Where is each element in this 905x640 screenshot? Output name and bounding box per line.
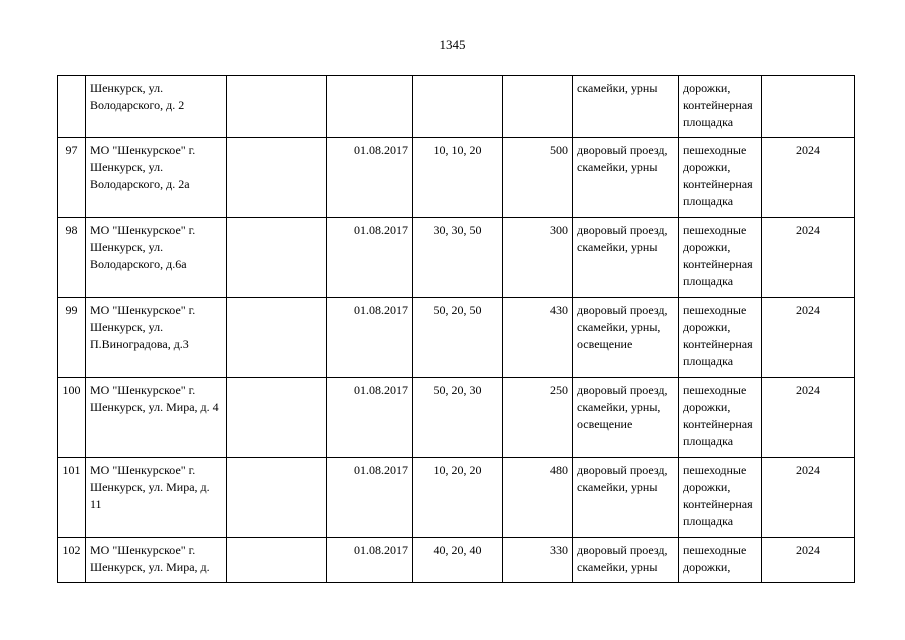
blank-cell: [227, 76, 327, 138]
blank-cell: [227, 218, 327, 298]
dimensions-cell: 10, 20, 20: [413, 458, 503, 538]
registry-table: [57, 75, 855, 583]
year-cell: 2024: [762, 138, 855, 218]
additional-works-cell: пешеходные дорожки, контейнерная площадка: [679, 298, 762, 378]
row-number-cell: 97: [58, 138, 86, 218]
dimensions-cell: 50, 20, 50: [413, 298, 503, 378]
minimal-works-cell: дворовый проезд, скамейки, урны: [573, 218, 679, 298]
table-row: [58, 218, 855, 298]
row-number-cell: 100: [58, 378, 86, 458]
date-cell: [327, 76, 413, 138]
area-cell: 480: [503, 458, 573, 538]
row-number-cell: [58, 76, 86, 138]
year-cell: 2024: [762, 218, 855, 298]
blank-cell: [227, 458, 327, 538]
dimensions-cell: [413, 76, 503, 138]
additional-works-cell: пешеходные дорожки, контейнерная площадка: [679, 458, 762, 538]
dimensions-cell: 40, 20, 40: [413, 538, 503, 583]
additional-works-cell: пешеходные дорожки, контейнерная площадка: [679, 218, 762, 298]
date-cell: 01.08.2017: [327, 218, 413, 298]
additional-works-cell: пешеходные дорожки,: [679, 538, 762, 583]
table-row: [58, 378, 855, 458]
area-cell: 500: [503, 138, 573, 218]
area-cell: 250: [503, 378, 573, 458]
minimal-works-cell: дворовый проезд, скамейки, урны: [573, 458, 679, 538]
area-cell: 330: [503, 538, 573, 583]
date-cell: 01.08.2017: [327, 298, 413, 378]
minimal-works-cell: дворовый проезд, скамейки, урны: [573, 138, 679, 218]
additional-works-cell: пешеходные дорожки, контейнерная площадка: [679, 378, 762, 458]
additional-works-cell: дорожки, контейнерная площадка: [679, 76, 762, 138]
page-number: 1345: [439, 37, 466, 52]
address-cell: МО "Шенкурское" г. Шенкурск, ул. Мира, д. 11: [86, 458, 227, 538]
area-cell: 430: [503, 298, 573, 378]
year-cell: 2024: [762, 298, 855, 378]
blank-cell: [227, 538, 327, 583]
date-cell: 01.08.2017: [327, 538, 413, 583]
row-number-cell: 98: [58, 218, 86, 298]
minimal-works-cell: дворовый проезд, скамейки, урны, освещение: [573, 378, 679, 458]
blank-cell: [227, 298, 327, 378]
minimal-works-cell: дворовый проезд, скамейки, урны: [573, 538, 679, 583]
table-row: [58, 298, 855, 378]
date-cell: 01.08.2017: [327, 138, 413, 218]
minimal-works-cell: дворовый проезд, скамейки, урны, освещение: [573, 298, 679, 378]
additional-works-cell: пешеходные дорожки, контейнерная площадка: [679, 138, 762, 218]
address-cell: Шенкурск, ул. Володарского, д. 2: [86, 76, 227, 138]
table-row: [58, 538, 855, 583]
area-cell: 300: [503, 218, 573, 298]
address-cell: МО "Шенкурское" г. Шенкурск, ул. Володарского, д.6а: [86, 218, 227, 298]
blank-cell: [227, 378, 327, 458]
year-cell: [762, 76, 855, 138]
dimensions-cell: 50, 20, 30: [413, 378, 503, 458]
year-cell: 2024: [762, 538, 855, 583]
table-row: [58, 76, 855, 138]
address-cell: МО "Шенкурское" г. Шенкурск, ул. Мира, д. 4: [86, 378, 227, 458]
row-number-cell: 101: [58, 458, 86, 538]
address-cell: МО "Шенкурское" г. Шенкурск, ул. Мира, д.: [86, 538, 227, 583]
table-row: [58, 458, 855, 538]
minimal-works-cell: скамейки, урны: [573, 76, 679, 138]
address-cell: МО "Шенкурское" г. Шенкурск, ул. П.Виноградова, д.3: [86, 298, 227, 378]
blank-cell: [227, 138, 327, 218]
dimensions-cell: 10, 10, 20: [413, 138, 503, 218]
table-row: [58, 138, 855, 218]
year-cell: 2024: [762, 458, 855, 538]
area-cell: [503, 76, 573, 138]
address-cell: МО "Шенкурское" г. Шенкурск, ул. Володарского, д. 2а: [86, 138, 227, 218]
year-cell: 2024: [762, 378, 855, 458]
row-number-cell: 102: [58, 538, 86, 583]
row-number-cell: 99: [58, 298, 86, 378]
dimensions-cell: 30, 30, 50: [413, 218, 503, 298]
date-cell: 01.08.2017: [327, 378, 413, 458]
date-cell: 01.08.2017: [327, 458, 413, 538]
